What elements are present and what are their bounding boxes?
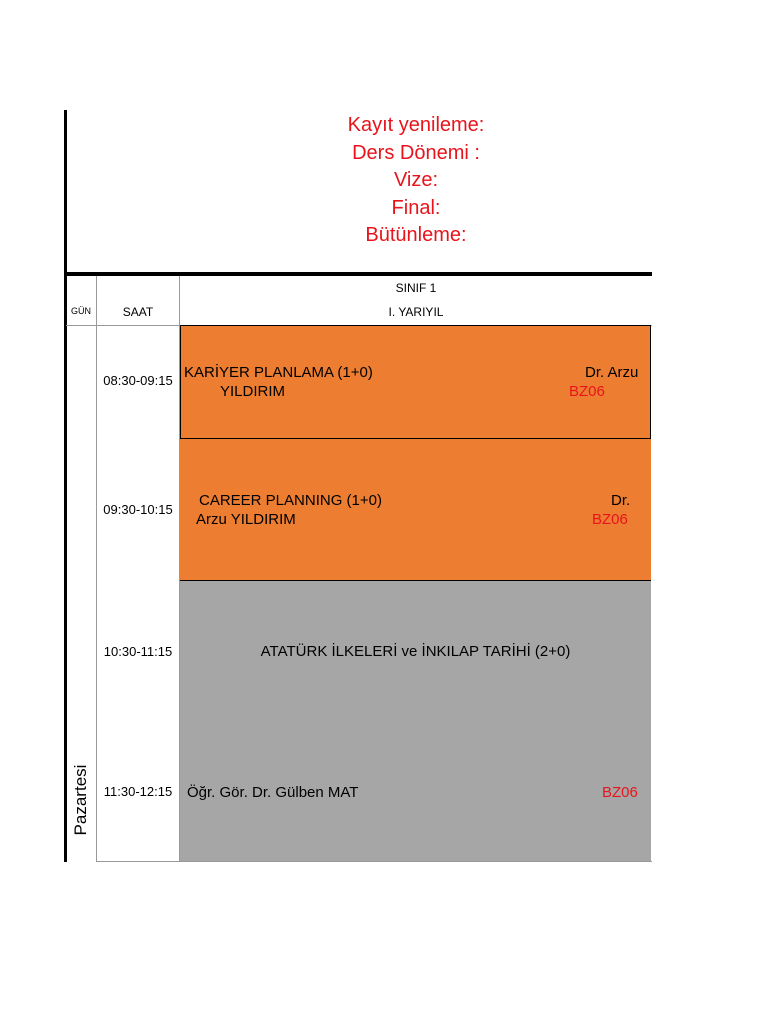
semester-header: I. YARIYIL	[388, 305, 444, 319]
header-divider	[66, 272, 652, 276]
time-slot-1: 08:30-09:15	[103, 373, 173, 388]
time-slot-2: 09:30-10:15	[103, 502, 173, 517]
course-instructor-ataturk: Öğr. Gör. Dr. Gülben MAT	[187, 784, 359, 801]
course-instructor-career-a: Dr.	[611, 492, 631, 509]
makeup-exam-label: Bütünleme:	[365, 224, 467, 246]
table-bottom-border	[96, 861, 652, 862]
course-instructor-kariyer-b: YILDIRIM	[220, 383, 286, 400]
gun-column-right-border	[96, 276, 97, 862]
course-title-career: CAREER PLANNING (1+0)	[199, 492, 382, 509]
course-period-label: Ders Dönemi :	[352, 141, 480, 164]
day-label: Pazartesi	[71, 764, 90, 836]
course-cell-ataturk[interactable]	[180, 581, 651, 861]
course-room-kariyer: BZ06	[569, 383, 605, 400]
course-title-kariyer: KARİYER PLANLAMA (1+0)	[184, 364, 373, 381]
course-instructor-kariyer-a: Dr. Arzu	[585, 364, 639, 381]
course-room-ataturk: BZ06	[602, 784, 638, 801]
column-gun-header: GÜN	[71, 306, 91, 316]
course-title-ataturk: ATATÜRK İLKELERİ ve İNKILAP TARİHİ (2+0)	[260, 643, 571, 660]
final-label: Final:	[391, 196, 441, 219]
midterm-label: Vize:	[393, 169, 439, 191]
term-dates-header	[32, 112, 768, 250]
course-cell-career[interactable]	[180, 439, 651, 581]
column-saat-header: SAAT	[122, 305, 154, 319]
class-header: SINIF 1	[395, 281, 437, 295]
time-slot-4: 11:30-12:15	[103, 784, 173, 799]
registration-renewal-label: Kayıt yenileme:	[347, 114, 485, 136]
course-room-career: BZ06	[592, 511, 628, 528]
course-instructor-career-b: Arzu YILDIRIM	[196, 511, 296, 528]
course-cell-kariyer[interactable]	[180, 325, 651, 439]
time-slot-3: 10:30-11:15	[103, 644, 173, 659]
